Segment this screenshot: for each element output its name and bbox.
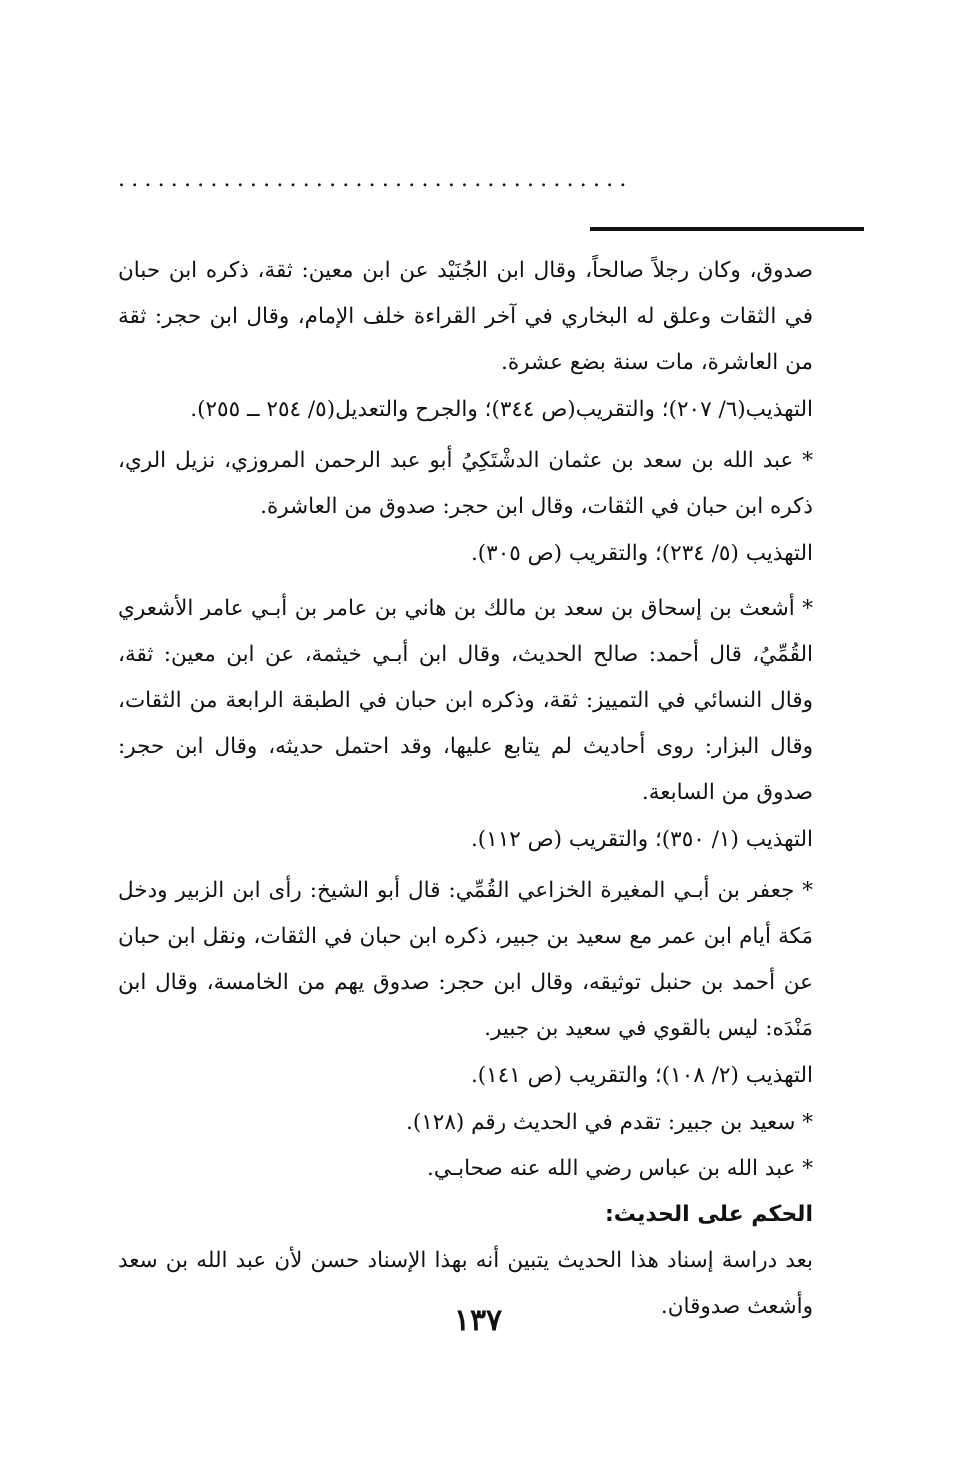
narrator-entry-continuation: صدوق، وكان رجلاً صالحاً، وقال ابن الجُنَيْد عن ابن معين: ثقة، ذكره ابن حبان في الثقات وعلق له البخاري في آخر القراءة خلف الإمام، وقال ابن حجر: ثقة من العاشرة، مات سنة بضع عشرة. [118,258,813,375]
ruling-text: بعد دراسة إسناد هذا الحديث يتبين أنه بهذا الإسناد حسن لأن عبد الله بن سعد وأشعث صدوقان. [118,1248,813,1319]
narrator-entry: * عبد الله بن سعد بن عثمان الدشْتَكِيُ أبو عبد الرحمن المروزي، نزيل الري، ذكره ابن حبان في الثقات، وقال ابن حجر: صدوق من العاشرة. [118,448,813,519]
reference-line: التهذيب (٥/ ٢٣٤)؛ والتقريب (ص ٣٠٥). [470,541,813,566]
dotted-separator: ....................................... [118,168,633,192]
narrator-entry: * سعيد بن جبير: تقدم في الحديث رقم (١٢٨). [406,1110,813,1135]
narrator-entry: * عبد الله بن عباس رضي الله عنه صحابـي. [427,1156,813,1181]
footnote-rule [590,227,864,231]
spacer [118,578,813,586]
narrator-entry: * جعفر بن أبـي المغيرة الخزاعي القُمِّي: قال أبو الشيخ: رأى ابن الزبير ودخل مَكة أيام ابن عمر مع سعيد بن جبير، ذكره ابن حبان في الثقات، ونقل ابن حبان عن أحمد بن حنبل توثيقه، وقال ابن حجر: صدوق يهم من الخامسة، وقال ابن مَنْدَه: ليس بالقوي في سعيد بن جبير. [118,878,813,1041]
main-text [118,248,813,1330]
reference-line: التهذيب(٦/ ٢٠٧)؛ والتقريب(ص ٣٤٤)؛ والجرح والتعديل(٥/ ٢٥٤ ــ ٢٥٥). [190,397,813,422]
ruling-heading: الحكم على الحديث: [604,1202,813,1227]
reference-line: التهذيب (٢/ ١٠٨)؛ والتقريب (ص ١٤١). [470,1063,813,1088]
narrator-entry: * أشعث بن إسحاق بن سعد بن مالك بن هاني بن عامر بن أبـي عامر الأشعري القُمِّيُ، قال أحمد: صالح الحديث، وقال ابن أبـي خيثمة، عن ابن معين: ثقة، وقال النسائي في التمييز: ثقة، وذكره ابن حبان في الطبقة الرابعة من الثقات، وقال البزار: روى أحاديث لم يتابع عليها، وقد احتمل حديثه، وقال ابن حجر: صدوق من السابعة. [118,596,813,805]
reference-line: التهذيب (١/ ٣٥٠)؛ والتقريب (ص ١١٢). [470,827,813,852]
page-number: ١٣٧ [453,1303,503,1338]
